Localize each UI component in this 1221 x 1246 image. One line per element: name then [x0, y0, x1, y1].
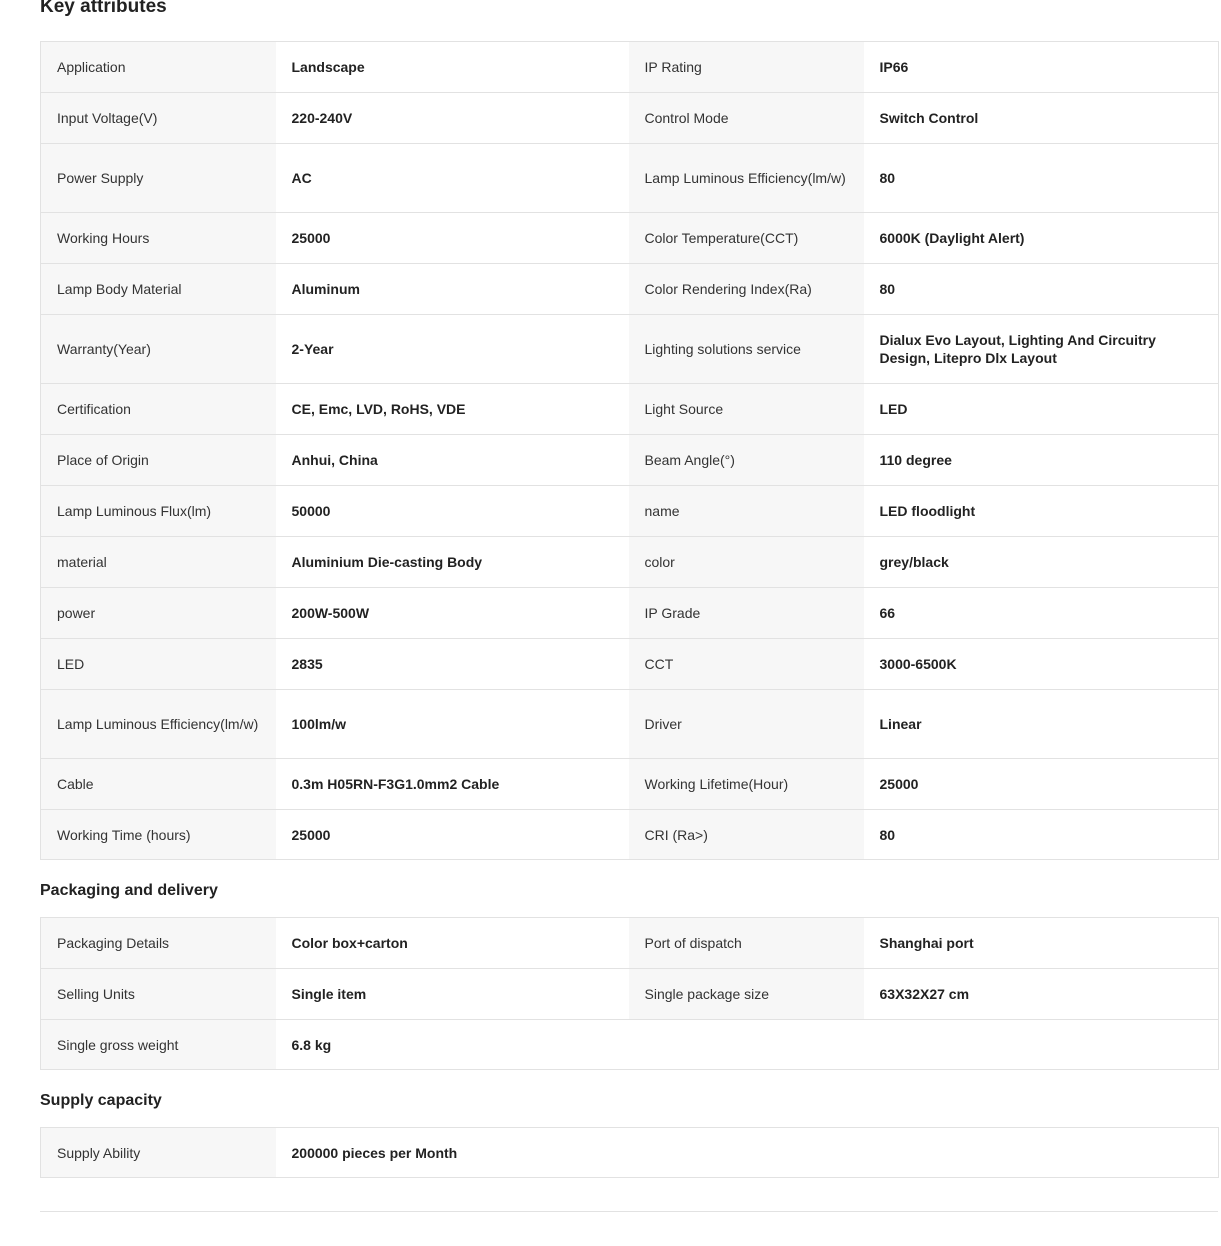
attribute-label: Application [41, 42, 276, 93]
attribute-label: Color Temperature(CCT) [629, 213, 864, 264]
attribute-value: 25000 [276, 213, 629, 264]
attribute-label: LED [41, 639, 276, 690]
attribute-label: Lamp Luminous Efficiency(lm/w) [629, 144, 864, 213]
packaging-title: Packaging and delivery [40, 882, 218, 899]
attribute-label: CRI (Ra>) [629, 810, 864, 860]
attribute-label: Lamp Luminous Flux(lm) [41, 486, 276, 537]
attribute-label: Certification [41, 384, 276, 435]
attribute-value: LED floodlight [864, 486, 1219, 537]
attribute-value: AC [276, 144, 629, 213]
attribute-label: Port of dispatch [629, 918, 864, 969]
attribute-label: Single package size [629, 969, 864, 1020]
attribute-row [41, 690, 1219, 759]
attribute-label: CCT [629, 639, 864, 690]
attribute-value: Aluminium Die-casting Body [276, 537, 629, 588]
attribute-value: 200000 pieces per Month [276, 1128, 1219, 1178]
attribute-row [41, 486, 1219, 537]
attribute-row [41, 639, 1219, 690]
attribute-value: 3000-6500K [864, 639, 1219, 690]
attribute-label: Single gross weight [41, 1020, 276, 1070]
attribute-value: LED [864, 384, 1219, 435]
attribute-value: 2835 [276, 639, 629, 690]
attribute-label: material [41, 537, 276, 588]
attribute-value: Landscape [276, 42, 629, 93]
attribute-value: 25000 [276, 810, 629, 860]
attribute-value: 25000 [864, 759, 1219, 810]
supply-capacity-title: Supply capacity [40, 1092, 162, 1109]
attribute-value: Linear [864, 690, 1219, 759]
attribute-label: name [629, 486, 864, 537]
attribute-label: Input Voltage(V) [41, 93, 276, 144]
attribute-row [41, 435, 1219, 486]
attribute-row [41, 93, 1219, 144]
attribute-value: 2-Year [276, 315, 629, 384]
attribute-label: Packaging Details [41, 918, 276, 969]
attribute-label: Beam Angle(°) [629, 435, 864, 486]
attribute-value: IP66 [864, 42, 1219, 93]
attribute-row [41, 144, 1219, 213]
attribute-row [41, 315, 1219, 384]
attribute-value: grey/black [864, 537, 1219, 588]
attribute-value: CE, Emc, LVD, RoHS, VDE [276, 384, 629, 435]
attribute-row [41, 1020, 1219, 1070]
attribute-value: 220-240V [276, 93, 629, 144]
attribute-label: Control Mode [629, 93, 864, 144]
attribute-label: Light Source [629, 384, 864, 435]
attribute-label: IP Grade [629, 588, 864, 639]
attribute-value: 110 degree [864, 435, 1219, 486]
attribute-value: 50000 [276, 486, 629, 537]
attribute-label: Driver [629, 690, 864, 759]
attribute-label: IP Rating [629, 42, 864, 93]
supply-capacity-table [40, 1127, 1219, 1178]
attribute-value: Anhui, China [276, 435, 629, 486]
attribute-value: Shanghai port [864, 918, 1219, 969]
attribute-value: Dialux Evo Layout, Lighting And Circuitry Design, Litepro Dlx Layout [864, 315, 1219, 384]
attribute-label: Selling Units [41, 969, 276, 1020]
key-attributes-title: Key attributes [40, 0, 167, 17]
attribute-row [41, 42, 1219, 93]
attribute-value: 0.3m H05RN-F3G1.0mm2 Cable [276, 759, 629, 810]
attribute-row [41, 918, 1219, 969]
attribute-row [41, 213, 1219, 264]
attribute-value: Aluminum [276, 264, 629, 315]
attribute-value: Color box+carton [276, 918, 629, 969]
attribute-row [41, 537, 1219, 588]
attribute-value: 100lm/w [276, 690, 629, 759]
attribute-label: Working Lifetime(Hour) [629, 759, 864, 810]
attribute-value: 200W-500W [276, 588, 629, 639]
attribute-label: Warranty(Year) [41, 315, 276, 384]
attribute-row [41, 759, 1219, 810]
attribute-row [41, 969, 1219, 1020]
attribute-row [41, 588, 1219, 639]
attribute-label: power [41, 588, 276, 639]
attribute-value: 6000K (Daylight Alert) [864, 213, 1219, 264]
attribute-label: Color Rendering Index(Ra) [629, 264, 864, 315]
attribute-value: Switch Control [864, 93, 1219, 144]
attribute-label: Working Time (hours) [41, 810, 276, 860]
attribute-value: 80 [864, 810, 1219, 860]
attribute-label: Power Supply [41, 144, 276, 213]
attribute-label: color [629, 537, 864, 588]
attribute-row [41, 810, 1219, 860]
attribute-row [41, 384, 1219, 435]
attribute-label: Place of Origin [41, 435, 276, 486]
attribute-value: 80 [864, 144, 1219, 213]
packaging-table [40, 917, 1219, 1070]
attribute-value: Single item [276, 969, 629, 1020]
attribute-label: Lamp Luminous Efficiency(lm/w) [41, 690, 276, 759]
attribute-label: Supply Ability [41, 1128, 276, 1178]
attribute-value: 80 [864, 264, 1219, 315]
attribute-row [41, 264, 1219, 315]
key-attributes-table [40, 41, 1219, 860]
section-divider [40, 1211, 1218, 1212]
attribute-value: 6.8 kg [276, 1020, 1219, 1070]
attribute-value: 63X32X27 cm [864, 969, 1219, 1020]
attribute-label: Working Hours [41, 213, 276, 264]
attribute-value: 66 [864, 588, 1219, 639]
attribute-label: Lamp Body Material [41, 264, 276, 315]
attribute-label: Lighting solutions service [629, 315, 864, 384]
attribute-row [41, 1128, 1219, 1178]
attribute-label: Cable [41, 759, 276, 810]
